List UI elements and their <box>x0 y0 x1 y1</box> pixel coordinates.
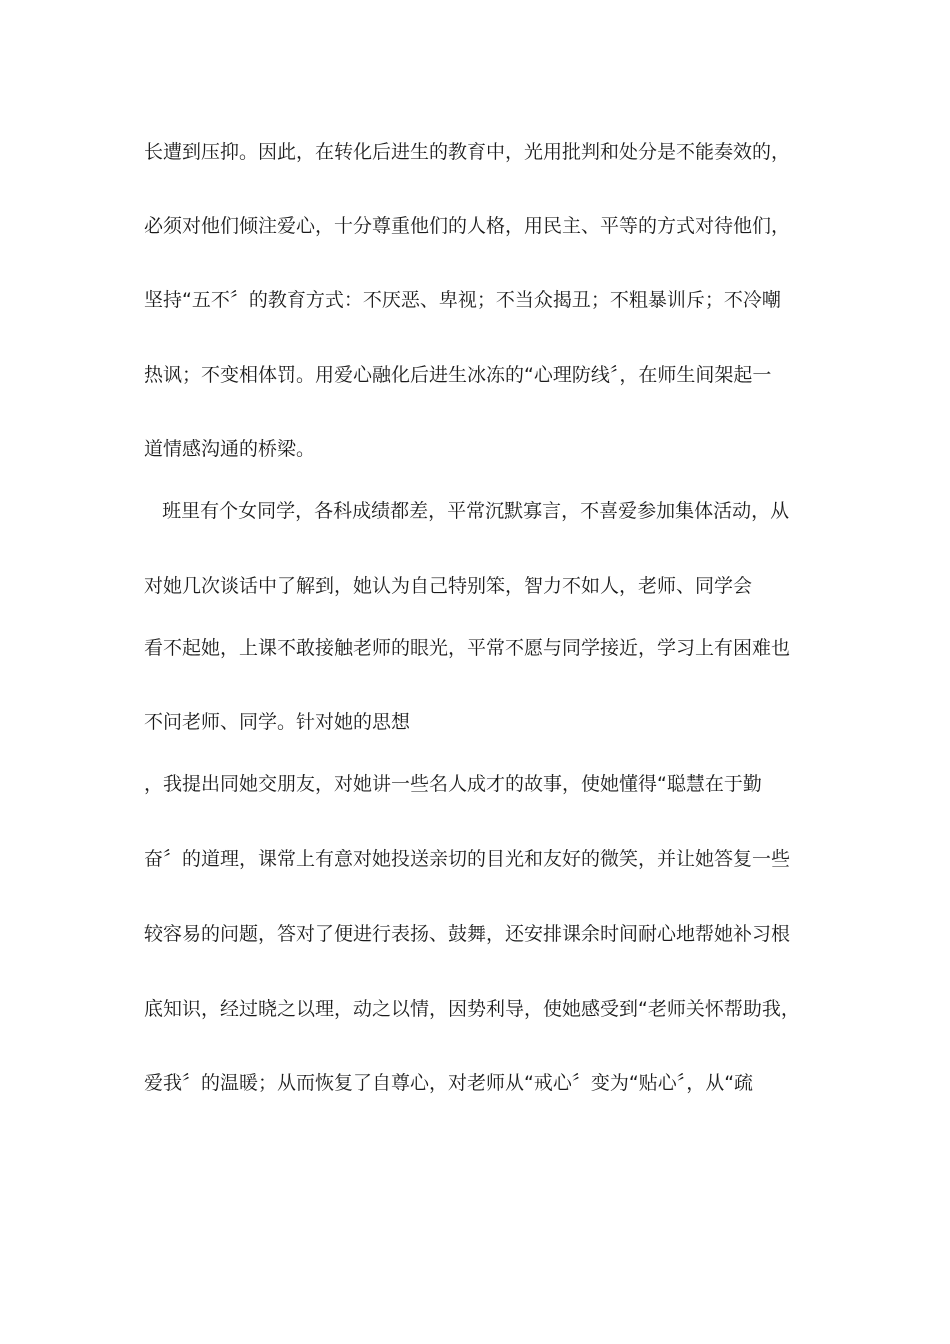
text-line-13: 底知识，经过晓之以理，动之以情，因势利导，使她感受到“老师关怀帮助我， <box>144 998 800 1020</box>
text-line-9: 不问老师、同学。针对她的思想 <box>144 711 411 733</box>
text-line-7: 对她几次谈话中了解到，她认为自己特别笨，智力不如人，老师、同学会 <box>144 575 753 597</box>
text-line-5: 道情感沟通的桥梁。 <box>144 438 316 460</box>
text-line-12: 较容易的问题，答对了便进行表扬、鼓舞，还安排课余时间耐心地帮她补习根 <box>144 923 791 945</box>
text-line-1: 长遭到压抑。因此，在转化后进生的教育中，光用批判和处分是不能奏效的， <box>144 141 791 163</box>
text-line-2: 必须对他们倾注爱心，十分尊重他们的人格，用民主、平等的方式对待他们， <box>144 215 791 237</box>
text-line-4: 热讽；不变相体罚。用爱心融化后进生冰冻的“心理防线〞，在师生间架起一 <box>144 364 772 386</box>
text-line-6: 班里有个女同学，各科成绩都差，平常沉默寡言，不喜爱参加集体活动，从 <box>144 500 790 522</box>
text-line-10: ，我提出同她交朋友，对她讲一些名人成才的故事，使她懂得“聪慧在于勤 <box>144 773 762 795</box>
text-line-11: 奋〞的道理，课常上有意对她投送亲切的目光和友好的微笑，并让她答复一些 <box>144 848 791 870</box>
text-line-8: 看不起她，上课不敢接触老师的眼光，平常不愿与同学接近，学习上有困难也 <box>144 637 791 659</box>
text-line-14: 爱我〞的温暖；从而恢复了自尊心，对老师从“戒心〞变为“贴心〞，从“疏 <box>144 1072 754 1094</box>
text-line-3: 坚持“五不〞的教育方式：不厌恶、卑视；不当众揭丑；不粗暴训斥；不冷嘲 <box>144 289 781 311</box>
